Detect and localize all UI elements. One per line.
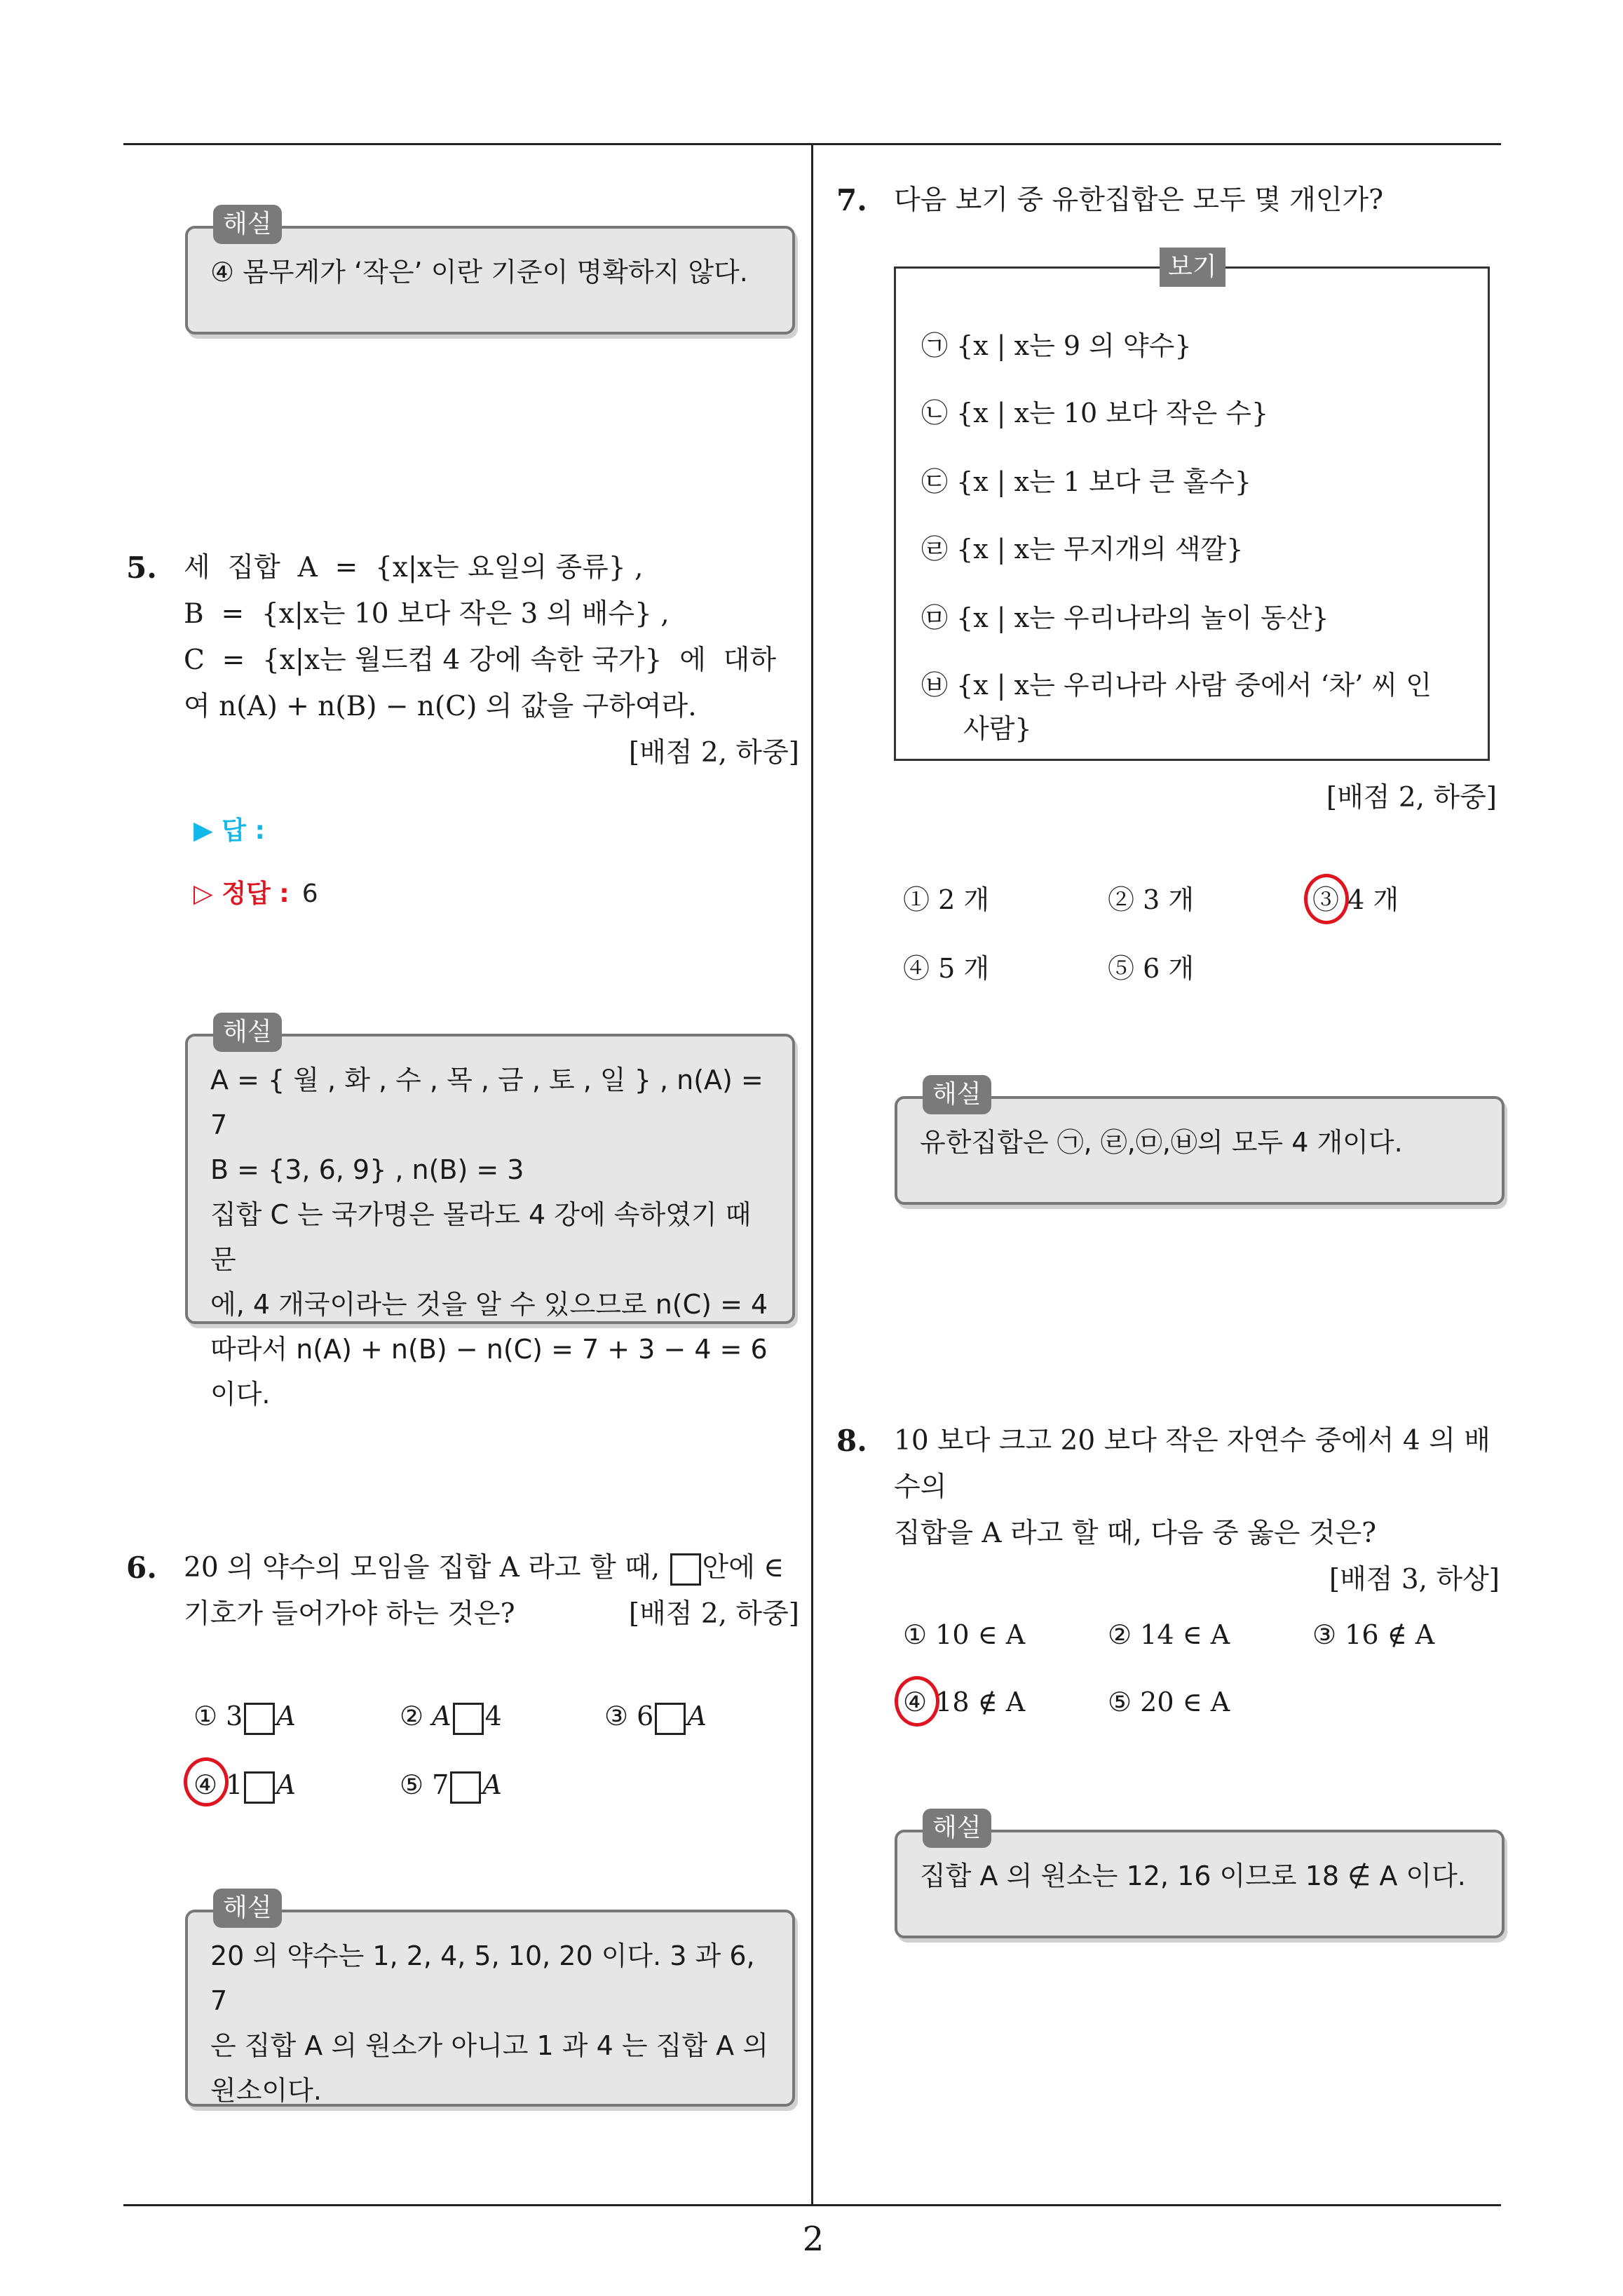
q8-choice-3[interactable]: ③ 16 ∉ A [1312, 1619, 1435, 1650]
question-7-points: [배점 2, 하중] [1326, 782, 1497, 813]
q8-explanation-text: 집합 A 의 원소는 12, 16 이므로 18 ∉ A 이다. [920, 1861, 1466, 1891]
q6-choice-3[interactable] [604, 1699, 707, 1735]
choice-mark: ③ [604, 1701, 629, 1731]
question-8 [836, 1418, 1509, 1603]
blank-box [655, 1703, 686, 1735]
q4-explanation-text: ④ 몸무게가 ‘작은’ 이란 기준이 명확하지 않다. [210, 257, 748, 288]
question-6-line-1-a: 20 의 약수의 모임을 집합 A 라고 할 때, [184, 1552, 660, 1583]
bogi-item-3: ㉢ {x | x는 1 보다 큰 홀수} [921, 466, 1251, 497]
q7-choice-5[interactable]: ⑤ 6 개 [1108, 953, 1195, 984]
question-5-line-2: B = {x|x는 10 보다 작은 3 의 배수} , [184, 598, 670, 630]
q7-selected-circle [1304, 874, 1349, 924]
q5-explanation-line-3: 집합 C 는 국가명은 몰라도 4 강에 속하였기 때문 [210, 1199, 752, 1275]
question-6-line-1-b: 안에 ∈ [702, 1552, 785, 1583]
choice-pre: 7 [432, 1769, 449, 1800]
blank-box [453, 1703, 484, 1735]
q5-explanation-box [185, 1018, 795, 1410]
blank-box [244, 1771, 275, 1804]
question-8-line-1: 10 보다 크고 20 보다 작은 자연수 중에서 4 의 배수의 [894, 1425, 1490, 1503]
question-7-number: 7. [836, 183, 867, 217]
q6-explanation-line-1: 20 의 약수는 1, 2, 4, 5, 10, 20 이다. 3 과 6, 7 [210, 1940, 755, 2016]
bogi-item-6-cont: 사람} [963, 713, 1032, 744]
q5-correct-answer [193, 877, 318, 912]
q8-choice-1[interactable]: ① 10 ∈ A [903, 1619, 1026, 1650]
choice-pre: 3 [226, 1701, 243, 1731]
question-5-line-1: 세 집합 A = {x|x는 요일의 종류} , [184, 552, 644, 583]
bogi-item-6: ㉥ {x | x는 우리나라 사람 중에서 ‘차’ 씨 인 [921, 670, 1432, 701]
choice-mark: ⑤ [400, 1769, 424, 1800]
choice-mark: ① [193, 1701, 218, 1731]
choice-post: A [276, 1769, 296, 1800]
bogi-item-2: ㉡ {x | x는 10 보다 작은 수} [921, 398, 1269, 428]
q8-choice-2[interactable]: ② 14 ∈ A [1108, 1619, 1230, 1650]
q8-explanation-box [895, 1814, 1505, 1938]
q8-choice-5[interactable]: ⑤ 20 ∈ A [1108, 1687, 1230, 1717]
blank-box [450, 1771, 481, 1804]
blank-box [244, 1703, 275, 1735]
question-8-line-2: 집합을 A 라고 할 때, 다음 중 옳은 것은? [894, 1518, 1377, 1549]
page-number: 2 [802, 2220, 824, 2259]
question-5-points: [배점 2, 하중] [628, 737, 799, 769]
bogi-item-5: ㉤ {x | x는 우리나라의 놀이 동산} [921, 602, 1329, 633]
bogi-item-1: ㉠ {x | x는 9 의 약수} [921, 330, 1192, 361]
q5-explanation-line-2: B = {3, 6, 9} , n(B) = 3 [210, 1154, 524, 1185]
question-7-text: 다음 보기 중 유한집합은 모두 몇 개인가? [894, 184, 1384, 216]
question-6-line-1 [184, 1545, 799, 1591]
q7-explanation-text: 유한집합은 ㉠, ㉣,㉤,㉥의 모두 4 개이다. [920, 1127, 1403, 1158]
q6-choice-1[interactable] [193, 1699, 296, 1735]
bottom-rule [123, 2204, 1501, 2206]
q7-choice-2[interactable]: ② 3 개 [1108, 884, 1195, 915]
q5-explanation-line-1: A = { 월 , 화 , 수 , 목 , 금 , 토 , 일 } , n(A) = 7 [210, 1065, 763, 1140]
explanation-tag: 해설 [923, 1809, 991, 1848]
question-7-points-row [894, 775, 1497, 821]
question-6-line-2-text: 기호가 들어가야 하는 것은? [184, 1598, 515, 1630]
bogi-item-4: ㉣ {x | x는 무지개의 색깔} [921, 534, 1244, 565]
question-8-points: [배점 3, 하상] [1329, 1564, 1500, 1595]
choice-pre: 6 [637, 1701, 654, 1731]
q5-answer-label: ▶ 답 : [193, 816, 265, 845]
q6-choice-2[interactable] [400, 1699, 502, 1735]
q6-explanation-box [185, 1893, 795, 2107]
question-6-number: 6. [126, 1551, 157, 1585]
q5-explanation-line-4: 에, 4 개국이라는 것을 알 수 있으므로 n(C) = 4 [210, 1289, 768, 1320]
q5-correct-label: ▷ 정답 : [193, 879, 290, 908]
bogi-tag: 보기 [1160, 248, 1225, 287]
q6-selected-circle [184, 1757, 229, 1807]
q6-explanation-line-3: 원소이다. [210, 2075, 322, 2106]
q8-choice-4[interactable]: ④ 18 ∉ A [903, 1687, 1026, 1717]
explanation-tag: 해설 [213, 1013, 282, 1052]
question-6 [126, 1545, 799, 1637]
q4-explanation-box [185, 210, 795, 335]
choice-post: A [687, 1701, 707, 1731]
choice-mark: ② [400, 1701, 424, 1731]
q5-correct-value: 6 [301, 879, 318, 908]
q5-explanation-line-5: 따라서 n(A) + n(B) − n(C) = 7 + 3 − 4 = 6 이다. [210, 1334, 768, 1410]
choice-post: A [482, 1769, 502, 1800]
question-8-number: 8. [836, 1424, 867, 1458]
q7-explanation-box [895, 1080, 1505, 1205]
q7-choice-4[interactable]: ④ 5 개 [903, 953, 990, 984]
q8-selected-circle [895, 1676, 939, 1727]
question-6-line-2 [184, 1591, 799, 1637]
question-5 [126, 545, 799, 776]
blank-box [670, 1553, 701, 1586]
choice-pre: 1 [226, 1769, 243, 1800]
explanation-tag: 해설 [213, 205, 282, 244]
q6-explanation-line-2: 은 집합 A 의 원소가 아니고 1 과 4 는 집합 A 의 [210, 2030, 768, 2061]
choice-post: 4 [484, 1701, 502, 1731]
explanation-tag: 해설 [923, 1075, 991, 1114]
q7-choice-1[interactable]: ① 2 개 [903, 884, 990, 915]
question-6-points: [배점 2, 하중] [628, 1598, 799, 1630]
choice-post: A [276, 1701, 296, 1731]
question-5-number: 5. [126, 551, 157, 585]
q7-choice-3[interactable]: ③ 4 개 [1312, 884, 1399, 915]
question-5-line-4: 여 n(A) + n(B) − n(C) 의 값을 구하여라. [184, 691, 697, 722]
bogi-box [894, 252, 1490, 761]
column-divider [811, 144, 813, 2204]
choice-pre: A [432, 1701, 451, 1731]
q6-choice-5[interactable] [400, 1767, 502, 1804]
question-7 [836, 177, 1509, 224]
choice-mark: ④ [193, 1769, 218, 1800]
explanation-tag: 해설 [213, 1889, 282, 1928]
question-5-line-3: C = {x|x는 월드컵 4 강에 속한 국가} 에 대하 [184, 644, 777, 676]
